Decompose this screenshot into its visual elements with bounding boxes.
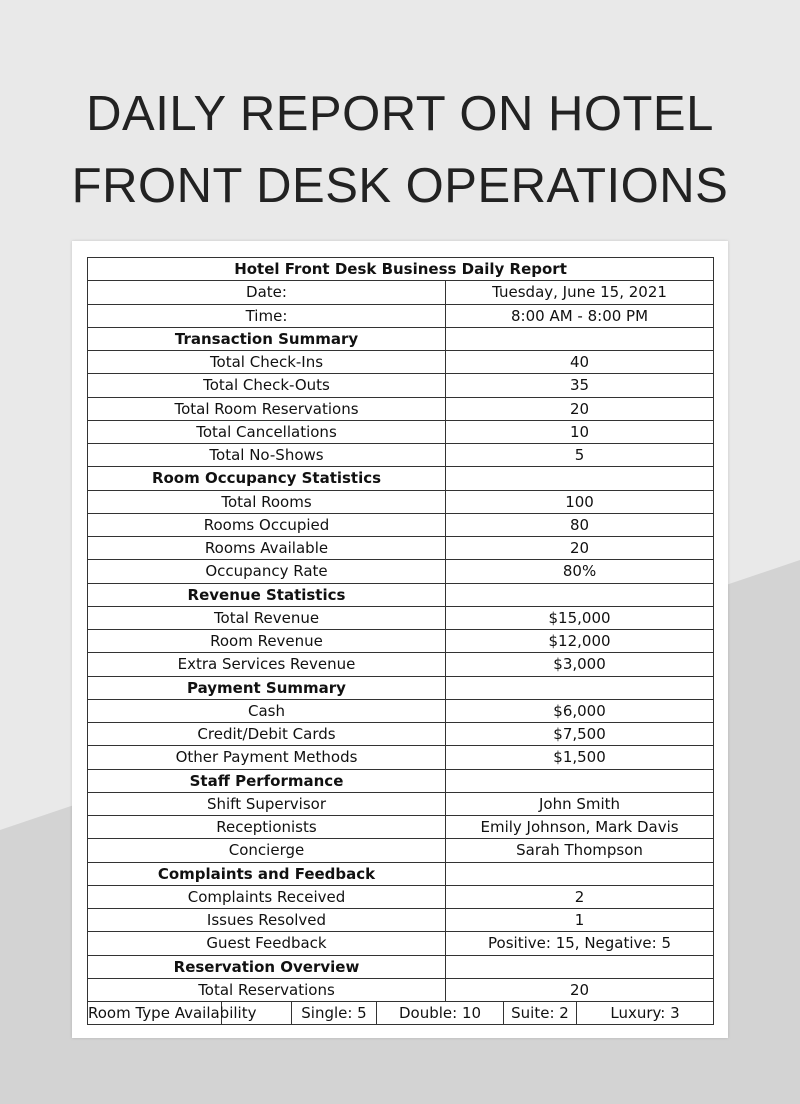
table-row: [88, 397, 714, 420]
room-type-row: [88, 1002, 714, 1025]
row-label: Total Check-Ins: [88, 351, 446, 374]
section-header-row: [88, 769, 714, 792]
section-empty-cell: [446, 583, 714, 606]
section-header-row: [88, 467, 714, 490]
row-value: 80%: [446, 560, 714, 583]
row-label: Cash: [88, 699, 446, 722]
table-row: [88, 606, 714, 629]
section-empty-cell: [446, 676, 714, 699]
section-empty-cell: [446, 327, 714, 350]
row-value: $15,000: [446, 606, 714, 629]
row-value: 100: [446, 490, 714, 513]
row-label: Total Cancellations: [88, 420, 446, 443]
room-type-suite: Suite: 2: [504, 1002, 577, 1025]
row-label: Issues Resolved: [88, 909, 446, 932]
table-row: [88, 653, 714, 676]
row-value: 20: [446, 537, 714, 560]
row-label: Room Revenue: [88, 630, 446, 653]
report-sheet: [72, 241, 728, 1038]
section-title: Room Occupancy Statistics: [88, 467, 446, 490]
page-title-line-1: DAILY REPORT ON HOTEL: [86, 87, 714, 141]
row-label: Receptionists: [88, 816, 446, 839]
time-value: 8:00 AM - 8:00 PM: [446, 304, 714, 327]
report-table: [87, 257, 714, 1025]
section-title: Complaints and Feedback: [88, 862, 446, 885]
room-type-luxury: Luxury: 3: [577, 1002, 714, 1025]
table-row: [88, 444, 714, 467]
row-value: 1: [446, 909, 714, 932]
section-title: Payment Summary: [88, 676, 446, 699]
row-label: Concierge: [88, 839, 446, 862]
section-empty-cell: [446, 769, 714, 792]
row-label: Complaints Received: [88, 885, 446, 908]
table-row: [88, 513, 714, 536]
row-value: John Smith: [446, 792, 714, 815]
page-title: [0, 78, 800, 222]
section-header-row: [88, 955, 714, 978]
date-value: Tuesday, June 15, 2021: [446, 281, 714, 304]
table-row: [88, 420, 714, 443]
table-row: [88, 374, 714, 397]
section-empty-cell: [446, 862, 714, 885]
section-header-row: [88, 862, 714, 885]
row-value: 20: [446, 397, 714, 420]
row-value: 2: [446, 885, 714, 908]
row-label: Other Payment Methods: [88, 746, 446, 769]
row-label: Total Reservations: [88, 978, 446, 1001]
section-title: Reservation Overview: [88, 955, 446, 978]
table-row: [88, 537, 714, 560]
date-label: Date:: [88, 281, 446, 304]
table-row: [88, 490, 714, 513]
table-row: [88, 932, 714, 955]
row-label: Total Revenue: [88, 606, 446, 629]
row-label: Occupancy Rate: [88, 560, 446, 583]
section-title: Revenue Statistics: [88, 583, 446, 606]
table-row: [88, 746, 714, 769]
row-label: Total Room Reservations: [88, 397, 446, 420]
row-label: Rooms Occupied: [88, 513, 446, 536]
row-value: $6,000: [446, 699, 714, 722]
room-type-label: Room Type Availability: [88, 1002, 222, 1025]
row-label: Extra Services Revenue: [88, 653, 446, 676]
table-row: [88, 792, 714, 815]
row-value: 35: [446, 374, 714, 397]
section-header-row: [88, 583, 714, 606]
table-row: [88, 885, 714, 908]
table-row: [88, 630, 714, 653]
row-label: Total Rooms: [88, 490, 446, 513]
row-label: Credit/Debit Cards: [88, 723, 446, 746]
room-type-double: Double: 10: [377, 1002, 504, 1025]
time-label: Time:: [88, 304, 446, 327]
table-row: [88, 978, 714, 1001]
row-value: Positive: 15, Negative: 5: [446, 932, 714, 955]
section-title: Transaction Summary: [88, 327, 446, 350]
row-label: Rooms Available: [88, 537, 446, 560]
section-empty-cell: [446, 955, 714, 978]
section-header-row: [88, 327, 714, 350]
row-value: $1,500: [446, 746, 714, 769]
row-label: Shift Supervisor: [88, 792, 446, 815]
table-row: [88, 909, 714, 932]
report-header-row: [88, 258, 714, 281]
row-value: 5: [446, 444, 714, 467]
table-row: [88, 816, 714, 839]
report-header: Hotel Front Desk Business Daily Report: [88, 258, 714, 281]
row-value: $3,000: [446, 653, 714, 676]
row-label: Guest Feedback: [88, 932, 446, 955]
row-value: 80: [446, 513, 714, 536]
date-row: [88, 281, 714, 304]
table-row: [88, 723, 714, 746]
page-title-line-2: FRONT DESK OPERATIONS: [71, 159, 729, 213]
row-value: $12,000: [446, 630, 714, 653]
row-value: $7,500: [446, 723, 714, 746]
table-row: [88, 560, 714, 583]
row-label: Total Check-Outs: [88, 374, 446, 397]
row-value: Sarah Thompson: [446, 839, 714, 862]
table-row: [88, 351, 714, 374]
section-title: Staff Performance: [88, 769, 446, 792]
table-row: [88, 839, 714, 862]
section-header-row: [88, 676, 714, 699]
row-value: 10: [446, 420, 714, 443]
room-type-single: Single: 5: [292, 1002, 377, 1025]
row-value: 40: [446, 351, 714, 374]
row-value: Emily Johnson, Mark Davis: [446, 816, 714, 839]
section-empty-cell: [446, 467, 714, 490]
time-row: [88, 304, 714, 327]
row-value: 20: [446, 978, 714, 1001]
row-label: Total No-Shows: [88, 444, 446, 467]
table-row: [88, 699, 714, 722]
